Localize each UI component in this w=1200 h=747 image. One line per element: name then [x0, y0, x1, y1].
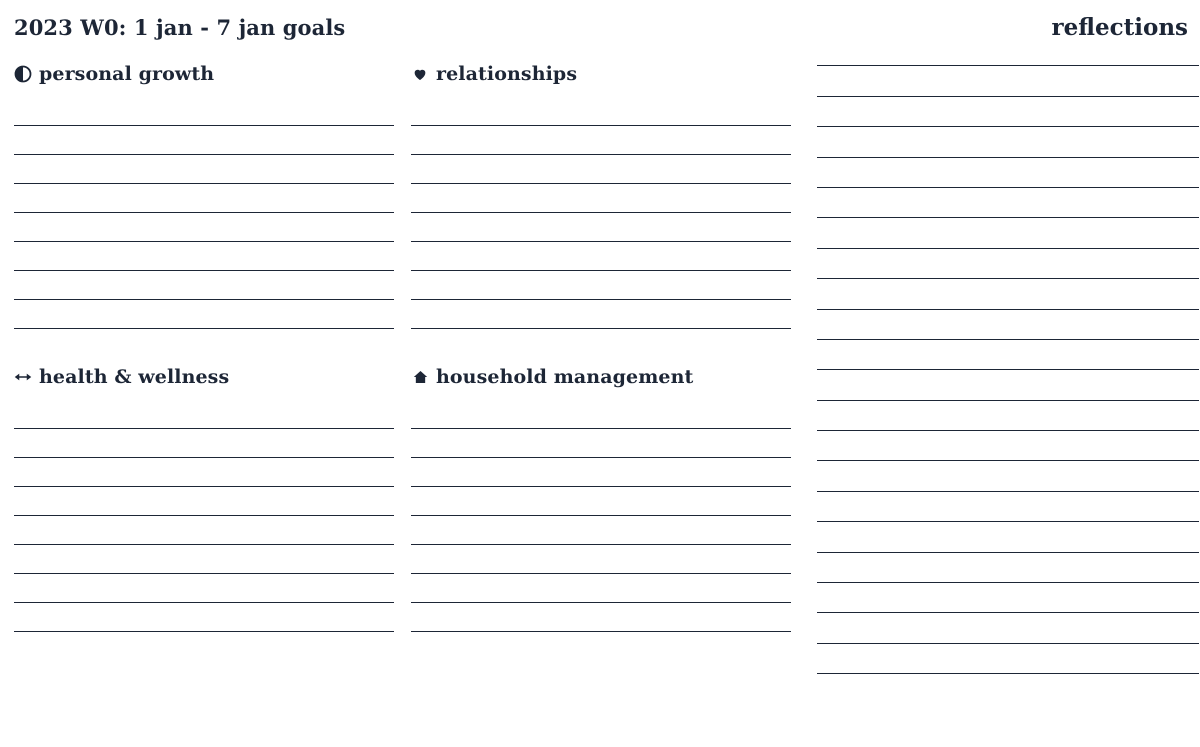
write-line[interactable] [14, 213, 394, 242]
write-line[interactable] [411, 516, 791, 545]
write-line[interactable] [411, 184, 791, 213]
write-line[interactable] [14, 126, 394, 155]
reflection-line[interactable] [817, 522, 1199, 552]
reflection-line[interactable] [817, 36, 1199, 66]
write-line[interactable] [411, 429, 791, 458]
goal-section-household-management [411, 363, 791, 632]
reflection-line[interactable] [817, 218, 1199, 248]
reflection-line[interactable] [817, 97, 1199, 127]
write-line[interactable] [411, 242, 791, 271]
goal-section-relationships [411, 60, 791, 329]
reflection-line[interactable] [817, 431, 1199, 461]
write-line[interactable] [14, 516, 394, 545]
reflection-line[interactable] [817, 644, 1199, 674]
goal-section-label: personal growth [39, 63, 215, 85]
reflection-line[interactable] [817, 127, 1199, 157]
goal-section-label: relationships [436, 63, 578, 85]
half-circle-icon [14, 65, 32, 83]
write-line[interactable] [14, 242, 394, 271]
reflection-line[interactable] [817, 249, 1199, 279]
reflection-line[interactable] [817, 461, 1199, 491]
write-line[interactable] [14, 97, 394, 126]
reflection-line[interactable] [817, 66, 1199, 96]
goals-column [14, 60, 809, 632]
reflection-line[interactable] [817, 401, 1199, 431]
goal-write-lines[interactable] [411, 97, 791, 329]
write-line[interactable] [411, 271, 791, 300]
write-line[interactable] [14, 400, 394, 429]
write-line[interactable] [14, 271, 394, 300]
write-line[interactable] [411, 126, 791, 155]
write-line[interactable] [14, 603, 394, 632]
write-line[interactable] [411, 400, 791, 429]
goal-section-label: household management [436, 366, 694, 388]
reflection-line[interactable] [817, 310, 1199, 340]
goal-write-lines[interactable] [411, 400, 791, 632]
write-line[interactable] [14, 300, 394, 329]
write-line[interactable] [411, 300, 791, 329]
write-line[interactable] [411, 487, 791, 516]
reflection-line[interactable] [817, 279, 1199, 309]
goal-section-health-wellness [14, 363, 394, 632]
write-line[interactable] [411, 574, 791, 603]
reflection-line[interactable] [817, 553, 1199, 583]
reflection-line[interactable] [817, 188, 1199, 218]
write-line[interactable] [411, 97, 791, 126]
write-line[interactable] [411, 213, 791, 242]
page-title: 2023 W0: 1 jan - 7 jan goals [14, 15, 346, 40]
goal-section-header [411, 60, 791, 88]
goal-section-label: health & wellness [39, 366, 230, 388]
reflections-column[interactable] [817, 36, 1199, 674]
write-line[interactable] [14, 487, 394, 516]
goal-write-lines[interactable] [14, 97, 394, 329]
home-icon [411, 368, 429, 386]
goal-write-lines[interactable] [14, 400, 394, 632]
write-line[interactable] [14, 429, 394, 458]
write-line[interactable] [411, 545, 791, 574]
arrows-horizontal-icon [14, 368, 32, 386]
reflection-line[interactable] [817, 583, 1199, 613]
write-line[interactable] [14, 458, 394, 487]
reflections-heading: reflections [1051, 14, 1188, 41]
write-line[interactable] [411, 603, 791, 632]
write-line[interactable] [14, 545, 394, 574]
heart-icon [411, 65, 429, 83]
reflection-line[interactable] [817, 340, 1199, 370]
page-body [14, 60, 1190, 674]
reflection-line[interactable] [817, 613, 1199, 643]
write-line[interactable] [411, 155, 791, 184]
goal-section-header [14, 60, 394, 88]
write-line[interactable] [14, 184, 394, 213]
goal-section-header [411, 363, 791, 391]
reflection-line[interactable] [817, 370, 1199, 400]
reflection-line[interactable] [817, 158, 1199, 188]
goal-section-personal-growth [14, 60, 394, 329]
write-line[interactable] [14, 155, 394, 184]
write-line[interactable] [14, 574, 394, 603]
goal-section-header [14, 363, 394, 391]
write-line[interactable] [411, 458, 791, 487]
reflection-line[interactable] [817, 492, 1199, 522]
